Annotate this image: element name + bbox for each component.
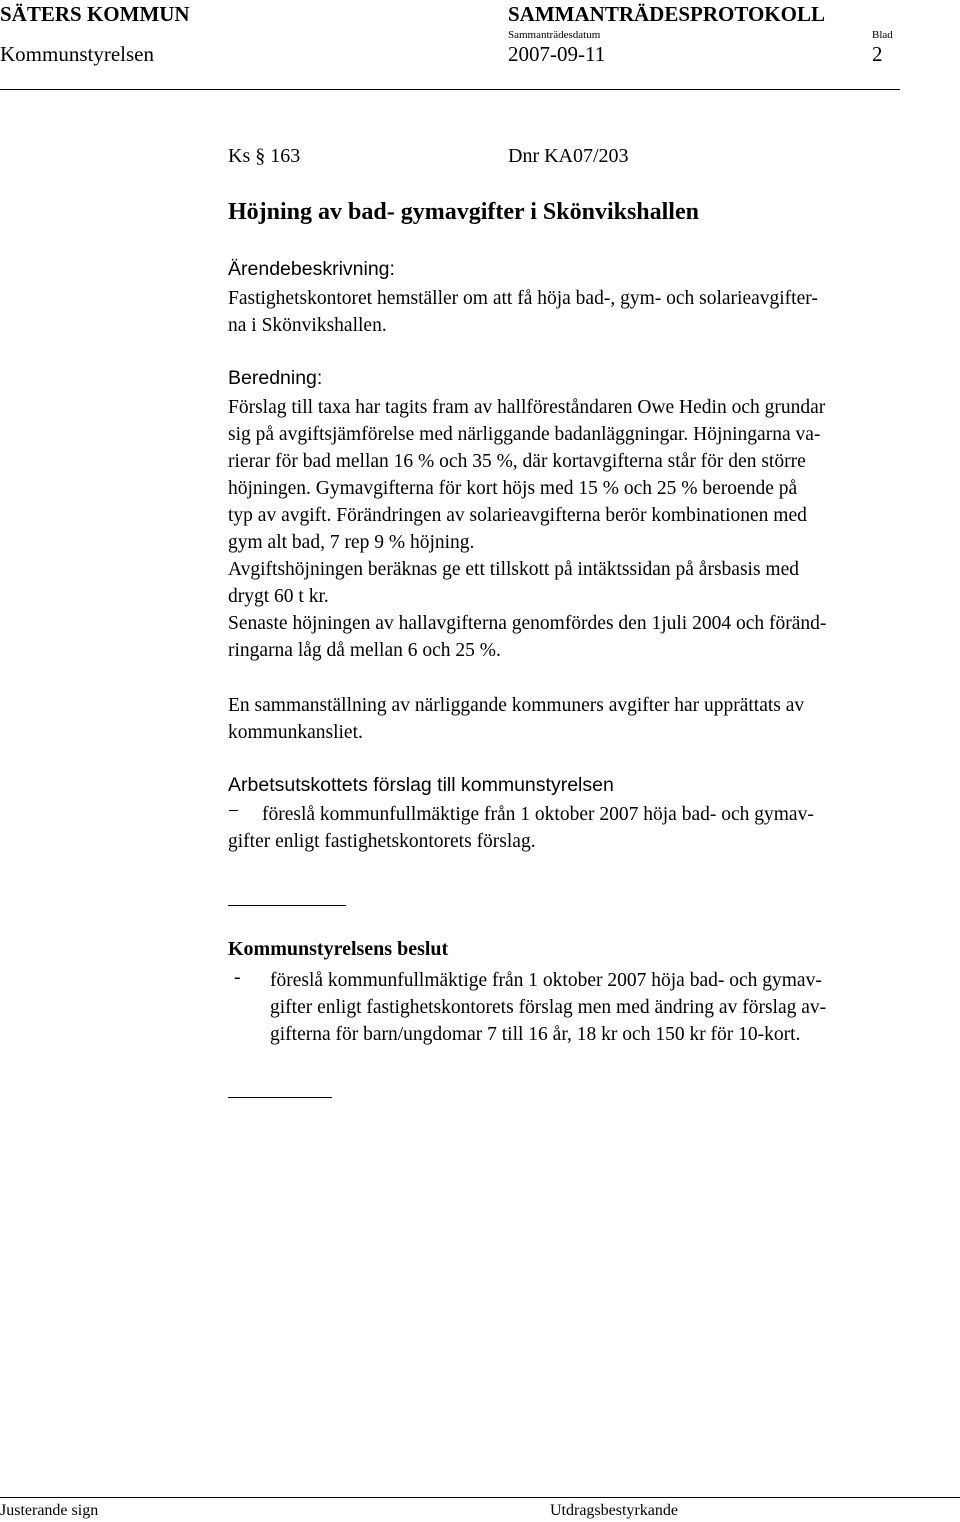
arende-heading: Ärendebeskrivning: [228,258,395,280]
arende-paragraph [228,285,956,339]
ks-paragraph [270,967,960,1048]
beredning-line: Senaste höjningen av hallavgifterna genomfördes den 1juli 2004 och föränd- [228,613,827,634]
case-dnr: Dnr KA07/203 [508,145,629,167]
header-page-label: Blad [872,29,893,41]
ks-line: föreslå kommunfullmäktige från 1 oktober 2007 höja bad- och gymav- [270,970,822,991]
footer-rule [0,1497,960,1498]
header-body: Kommunstyrelsen [0,42,154,66]
beredning-line: drygt 60 t kr. [228,586,329,607]
case-title: Höjning av bad- gymavgifter i Skönvikshallen [228,199,699,225]
header-date-label: Sammanträdesdatum [508,29,601,41]
ks-line: gifterna för barn/ungdomar 7 till 16 år, 18 kr och 150 kr för 10-kort. [270,1024,801,1045]
beredning-line: Avgiftshöjningen beräknas ge ett tillskott på intäktssidan på årsbasis med [228,559,799,580]
ks-heading: Kommunstyrelsens beslut [228,938,449,960]
header-rule [0,89,900,90]
footer-right: Utdragsbestyrkande [550,1502,678,1519]
beredning-line: typ av avgift. Förändringen av solarieavgifterna berör kombinationen med [228,505,807,526]
header-org: SÄTERS KOMMUN [0,2,190,26]
footer-left: Justerande sign [0,1502,99,1519]
beredning-line: Förslag till taxa har tagits fram av hallföreståndaren Owe Hedin och grundar [228,397,826,418]
beredning-extra-paragraph [228,692,956,746]
beredning-line: ringarna låg då mellan 6 och 25 %. [228,640,501,661]
separator-rule [228,905,346,906]
au-bullet: − [228,801,239,822]
separator-rule-2 [228,1097,332,1098]
beredning-line: sig på avgiftsjämförelse med närliggande badanläggningar. Höjningarna va- [228,424,821,445]
au-line: föreslå kommunfullmäktige från 1 oktober 2007 höja bad- och gymav- [262,804,814,825]
header-date: 2007-09-11 [508,42,606,66]
arende-line: na i Skönvikshallen. [228,315,387,336]
au-paragraph [228,801,956,855]
ks-line: gifter enligt fastighetskontorets förslag men med ändring av förslag av- [270,997,827,1018]
beredning-extra-line: En sammanställning av närliggande kommuners avgifter har upprättats av [228,695,805,716]
au-line: gifter enligt fastighetskontorets förslag. [228,831,536,852]
arende-line: Fastighetskontoret hemställer om att få höja bad-, gym- och solarieavgifter- [228,288,818,309]
beredning-paragraph [228,394,956,664]
case-number: Ks § 163 [228,145,301,167]
header-page-number: 2 [872,42,883,66]
beredning-extra-line: kommunkansliet. [228,722,363,743]
ks-bullet: - [234,967,241,988]
header-doc-type: SAMMANTRÄDESPROTOKOLL [508,2,825,26]
beredning-line: gym alt bad, 7 rep 9 % höjning. [228,532,475,553]
beredning-heading: Beredning: [228,367,323,389]
au-heading: Arbetsutskottets förslag till kommunstyrelsen [228,774,614,796]
beredning-line: höjningen. Gymavgifterna för kort höjs med 15 % och 25 % beroende på [228,478,798,499]
beredning-line: rierar för bad mellan 16 % och 35 %, där kortavgifterna står för den större [228,451,806,472]
